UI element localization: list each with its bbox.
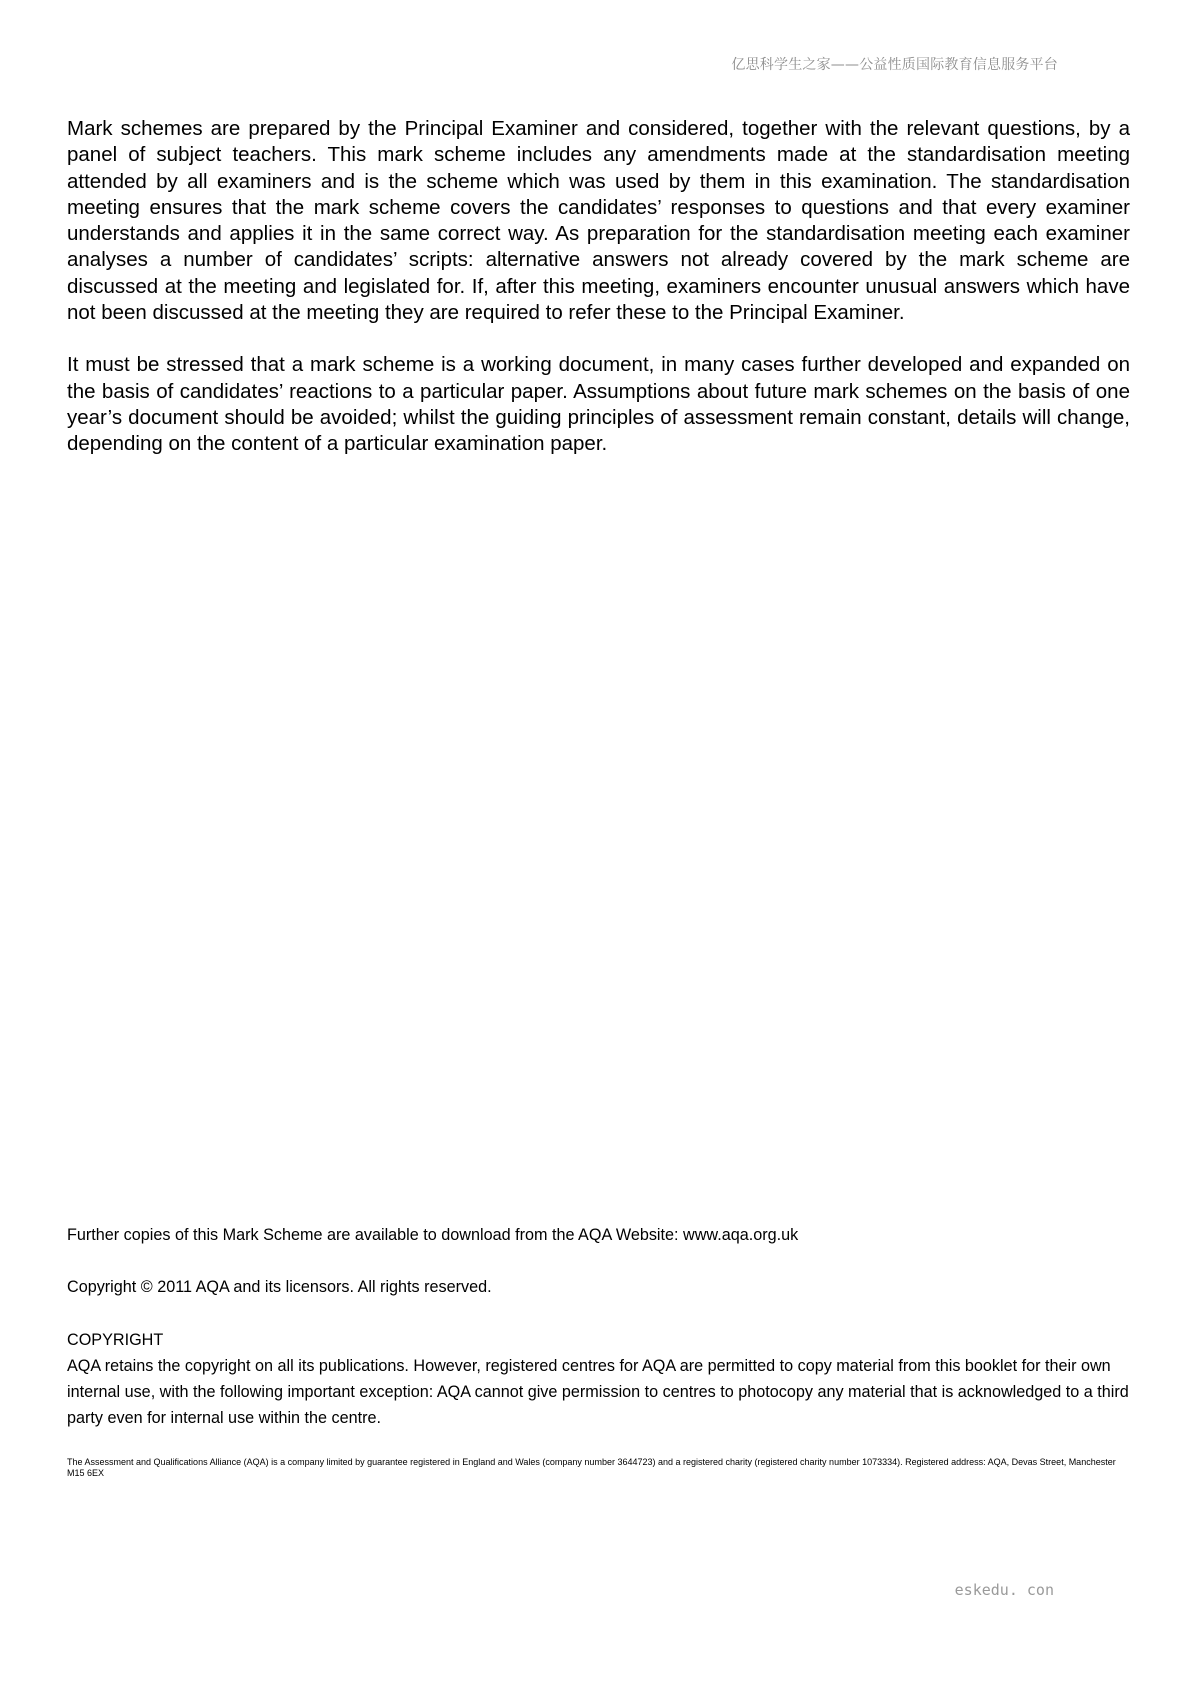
intro-paragraph-1: Mark schemes are prepared by the Principal Examiner and considered, together with the relevant questions, by a panel of subject teachers. This mark scheme includes any amendments made at the standardisation meeting attended by all examiners and is the scheme which was used by them in this examination. The standardisation meeting ensures that the mark scheme covers the candidates’ responses to questions and that every examiner understands and applies it in the same correct way. As preparation for the standardisation meeting each examiner analyses a number of candidates’ scripts: alternative answers not already covered by the mark scheme are discussed at the meeting and legislated for. If, after this meeting, examiners encounter unusual answers which have not been discussed at the meeting they are required to refer these to the Principal Examiner. (67, 117, 1130, 325)
header-watermark: 亿思科学生之家——公益性质国际教育信息服务平台 (731, 57, 1058, 73)
mark-scheme-intro (67, 116, 1130, 458)
copyright-line-text: Copyright © 2011 AQA and its licensors. All rights reserved. (67, 1278, 492, 1296)
copyright-body: AQA retains the copyright on all its publications. However, registered centres for AQA are permitted to copy material from this booklet for their own internal use, with the following important exception: AQA cannot give permission to centres to photocopy any material that is acknowledged to a third party even for internal use within the centre. (67, 1357, 1129, 1427)
legal-registration-text: The Assessment and Qualifications Alliance (AQA) is a company limited by guarantee registered in England and Wales (company number 3644723) and a registered charity (registered charity number 1073334). Registered address: AQA, Devas Street, Manchester M15 6EX (67, 1457, 1116, 1478)
intro-paragraph-2: It must be stressed that a mark scheme is a working document, in many cases further developed and expanded on the basis of candidates’ reactions to a particular paper. Assumptions about future mark schemes on the basis of one year’s document should be avoided; whilst the guiding principles of assessment remain constant, details will change, depending on the content of a particular examination paper. (67, 353, 1130, 456)
footer-watermark: eskedu. con (954, 1581, 1054, 1599)
copyright-section (67, 1327, 1130, 1431)
further-copies-text: Further copies of this Mark Scheme are available to download from the AQA Website: www.aqa.org.uk (67, 1226, 799, 1244)
copyright-heading: COPYRIGHT (67, 1331, 164, 1349)
further-copies-notice (67, 1222, 1130, 1248)
copyright-notice (67, 1274, 1130, 1300)
